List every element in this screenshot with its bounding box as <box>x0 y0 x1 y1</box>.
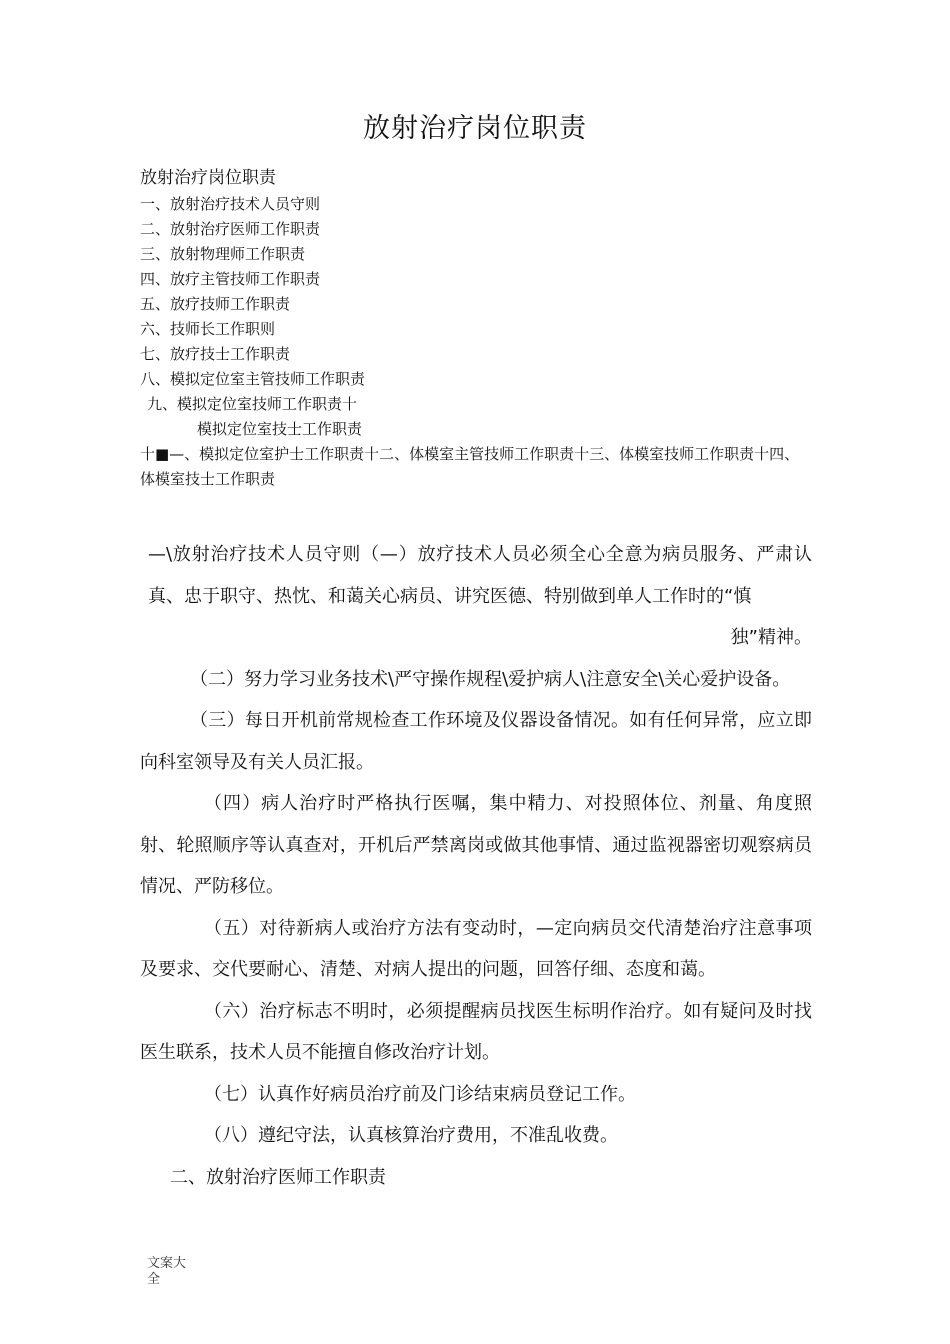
toc-item: 六、技师长工作职则 <box>140 320 276 338</box>
toc-item: 一、放射治疗技术人员守则 <box>140 195 321 213</box>
document-title: 放射治疗岗位职责 <box>363 113 587 144</box>
paragraph-3: （三）每日开机前常规检查工作环境及仪器设备情况。如有任何异常，应立即向科室领导及有关人员汇报。 <box>140 710 812 773</box>
paragraph-5: （五）对待新病人或治疗方法有变动时，—定向病员交代清楚治疗注意事项及要求、交代要耐心、清楚、对病人提出的问题，回答仔细、态度和蔼。 <box>140 917 812 980</box>
paragraph-4: （四）病人治疗时严格执行医嘱，集中精力、对投照体位、剂量、角度照射、轮照顺序等认真查对，开机后严禁离岗或做其他事情、通过监视器密切观察病员情况、严防移位。 <box>140 793 812 897</box>
toc-item: 三、放射物理师工作职责 <box>140 245 306 263</box>
section-heading: 二、放射治疗医师工作职责 <box>170 1166 386 1188</box>
paragraph-2: （二）努力学习业务技术\严守操作规程\爱护病人\注意安全\关心爱护设备。 <box>190 668 791 690</box>
toc-item: 五、放疗技师工作职责 <box>140 295 291 313</box>
document-body <box>140 534 812 1198</box>
toc-item: 二、放射治疗医师工作职责 <box>140 220 321 238</box>
toc-heading: 放射治疗岗位职责 <box>140 168 276 188</box>
toc-item: 八、模拟定位室主管技师工作职责 <box>140 370 366 388</box>
toc-item: 十■—、模拟定位室护士工作职责十二、体模室主管技师工作职责十三、体模室技师工作职责十四、体模室技士工作职责 <box>140 445 800 488</box>
toc-item: 七、放疗技士工作职责 <box>140 345 291 363</box>
toc-item: 四、放疗主管技师工作职责 <box>140 270 321 288</box>
toc-item: 九、模拟定位室技师工作职责十 <box>147 395 358 413</box>
paragraph-8: （八）遵纪守法，认真核算治疗费用，不准乱收费。 <box>204 1125 618 1146</box>
toc-item: 模拟定位室技士工作职责 <box>197 420 363 438</box>
page-footer: 文案大全 <box>147 1256 187 1287</box>
paragraph-1-end: 独”精神。 <box>730 627 812 648</box>
paragraph-1: —\放射治疗技术人员守则（—）放疗技术人员必须全心全意为病员服务、严肃认真、忠于职守、热忱、和蔼关心病员、讲究医德、特别做到单人工作时的“慎 <box>148 544 812 607</box>
table-of-contents <box>140 166 820 492</box>
paragraph-7: （七）认真作好病员治疗前及门诊结束病员登记工作。 <box>204 1083 636 1105</box>
paragraph-6: （六）治疗标志不明时，必须提醒病员找医生标明作治疗。如有疑问及时找医生联系，技术人员不能擅自修改治疗计划。 <box>140 1000 812 1063</box>
